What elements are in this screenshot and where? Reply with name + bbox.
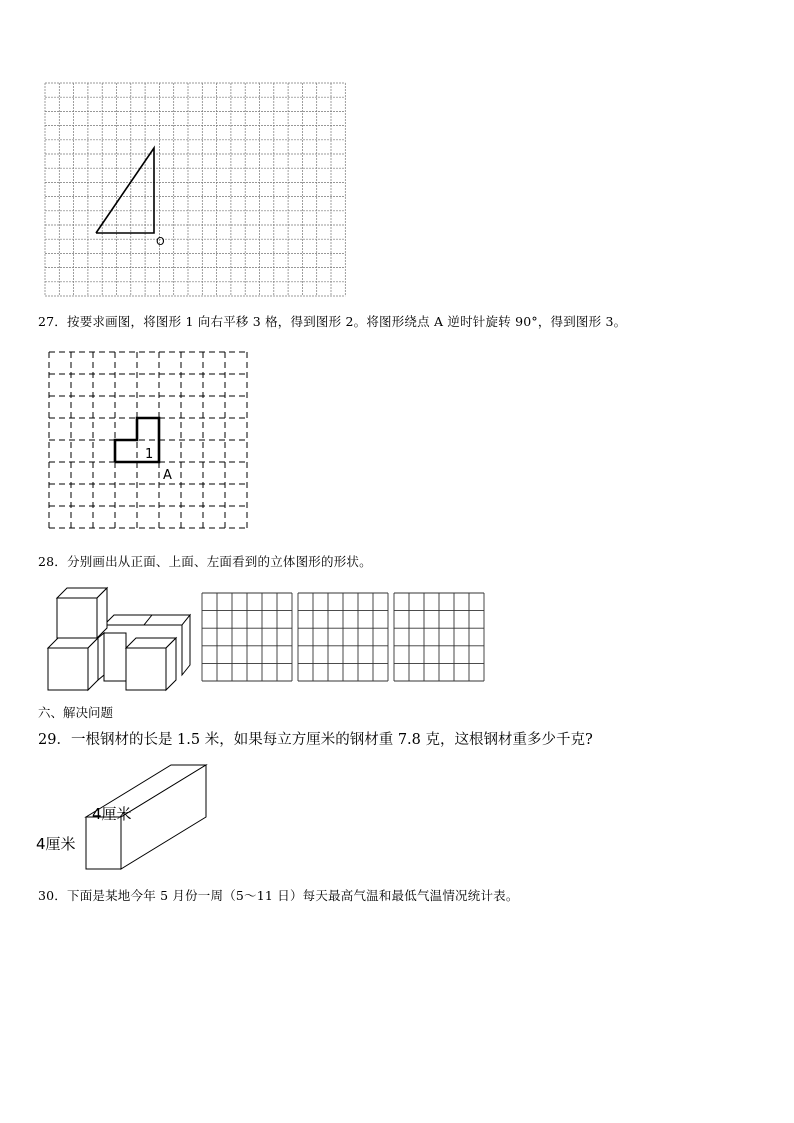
- q26-point-o-label: O: [156, 235, 165, 248]
- section-6-title: 六、解决问题: [38, 705, 114, 720]
- q26-triangle: [96, 148, 154, 233]
- q28-grid-lines: [202, 593, 484, 681]
- q26-grid-figure: [42, 80, 348, 300]
- q27-point-a-label: A: [163, 468, 172, 483]
- middle-block-front: [104, 633, 126, 681]
- q29-cuboid-figure: [36, 755, 216, 875]
- bottom-right-cube-side: [166, 638, 176, 690]
- bottom-left-cube-side: [88, 638, 98, 690]
- top-cube-front: [57, 598, 97, 638]
- q28-cubes-figure: [44, 585, 194, 695]
- q28-question: 28．分别画出从正面、上面、左面看到的立体图形的形状。: [38, 554, 372, 569]
- middle-block-side: [98, 633, 104, 680]
- q26-grid-lines: [45, 83, 345, 296]
- q27-shape-label: 1: [145, 447, 154, 462]
- q27-grid-figure: [44, 348, 250, 532]
- q29-question: 29．一根钢材的长是 1.5 米，如果每立方厘米的钢材重 7.8 克，这根钢材重多少千克?: [38, 732, 593, 748]
- q27-dashed-grid: [49, 352, 247, 528]
- q29-dim-left: 4厘米: [36, 835, 76, 853]
- q27-question: 27．按要求画图，将图形 1 向右平移 3 格，得到图形 2。将图形绕点 A 逆时针旋转 90°，得到图形 3。: [38, 314, 627, 329]
- bottom-left-cube-front: [48, 648, 88, 690]
- bottom-right-cube-front: [126, 648, 166, 690]
- q30-question: 30．下面是某地今年 5 月份一周（5～11 日）每天最高气温和最低气温情况统计表。: [38, 888, 519, 903]
- q29-dim-top: 4厘米: [92, 805, 132, 823]
- cuboid-front-face: [86, 817, 121, 869]
- q28-answer-grids: [200, 592, 490, 684]
- back-right-cube-side: [182, 615, 190, 675]
